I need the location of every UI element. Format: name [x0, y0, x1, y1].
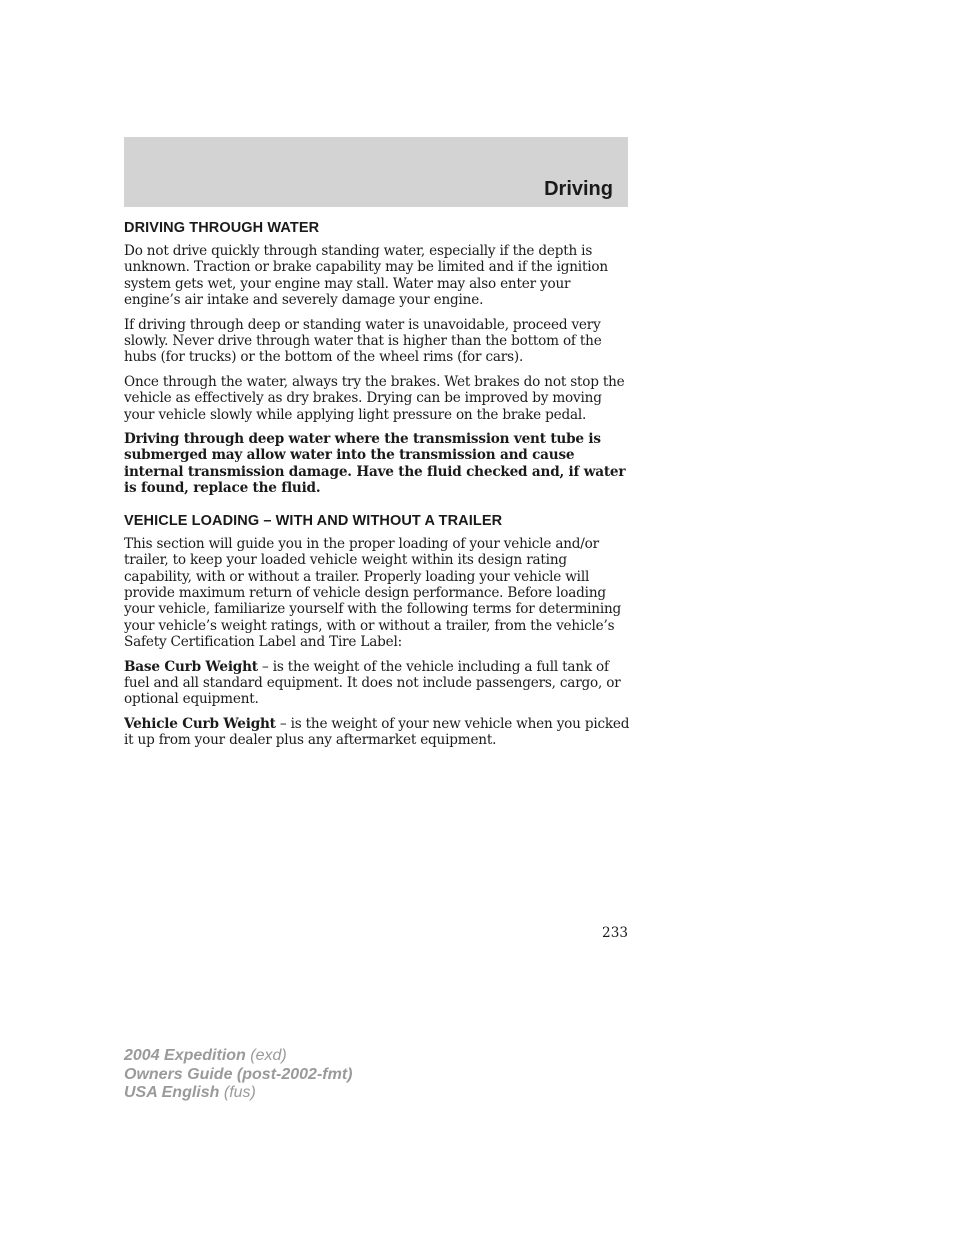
term-definition — [124, 716, 630, 749]
footer-language: USA English — [124, 1084, 220, 1102]
footer-line — [124, 1047, 352, 1066]
section-title: Driving — [544, 178, 613, 200]
footer-guide: Owners Guide (post-2002-fmt) — [124, 1065, 353, 1083]
paragraph: Once through the water, always try the brakes. Wet brakes do not stop the vehicle as effectively as dry brakes. Drying can be improved by moving your vehicle slowly while applying light pressure on the brake pedal. — [124, 373, 625, 423]
term-definition — [124, 659, 630, 708]
paragraph: This section will guide you in the proper loading of your vehicle and/or trailer, to keep your loaded vehicle weight within its design rating capability, with or without a trailer. Properly loading your vehicle will provide maximum return of vehicle design performance. Before loading your vehicle, familiarize yourself with the following terms for determining your vehicle’s weight ratings, with or without a trailer, from the vehicle’s Safety Certification Label and Tire Label: — [124, 535, 622, 651]
heading-driving-through-water: DRIVING THROUGH WATER — [124, 220, 320, 236]
footer-model-code: (exd) — [245, 1047, 287, 1064]
paragraph: If driving through deep or standing water is unavoidable, proceed very slowly. Never drive through water that is higher than the bottom of the hubs (for trucks) or the bottom of the wheel rims (for cars). — [124, 316, 602, 366]
footer-line — [124, 1066, 352, 1085]
term: Base Curb Weight — [124, 658, 258, 675]
definition: – is the weight of the vehicle including a full tank of fuel and all standard equipment. It does not include passengers, cargo, or optional equipment. — [124, 658, 621, 708]
footer-model: 2004 Expedition — [124, 1047, 246, 1064]
section-header-band — [124, 137, 628, 207]
page-number: 233 — [602, 925, 628, 941]
page-content — [124, 220, 630, 757]
paragraph: Do not drive quickly through standing water, especially if the depth is unknown. Traction or brake capability may be limited and if the ignition system gets wet, your engine may stall. Water may also enter your engine’s air intake and severely damage your engine. — [124, 243, 608, 309]
document-footer — [124, 1047, 352, 1103]
heading-vehicle-loading: VEHICLE LOADING – WITH AND WITHOUT A TRAILER — [124, 512, 503, 529]
footer-line — [124, 1084, 352, 1103]
warning-paragraph: Driving through deep water where the transmission vent tube is submerged may allow water into the transmission and cause internal transmission damage. Have the fluid checked and, if water is found, replace the fluid. — [124, 431, 626, 497]
definition: – is the weight of your new vehicle when you picked it up from your dealer plus any aftermarket equipment. — [124, 715, 630, 749]
footer-language-code: (fus) — [219, 1084, 256, 1102]
section-gap — [124, 505, 630, 513]
term: Vehicle Curb Weight — [124, 715, 276, 732]
